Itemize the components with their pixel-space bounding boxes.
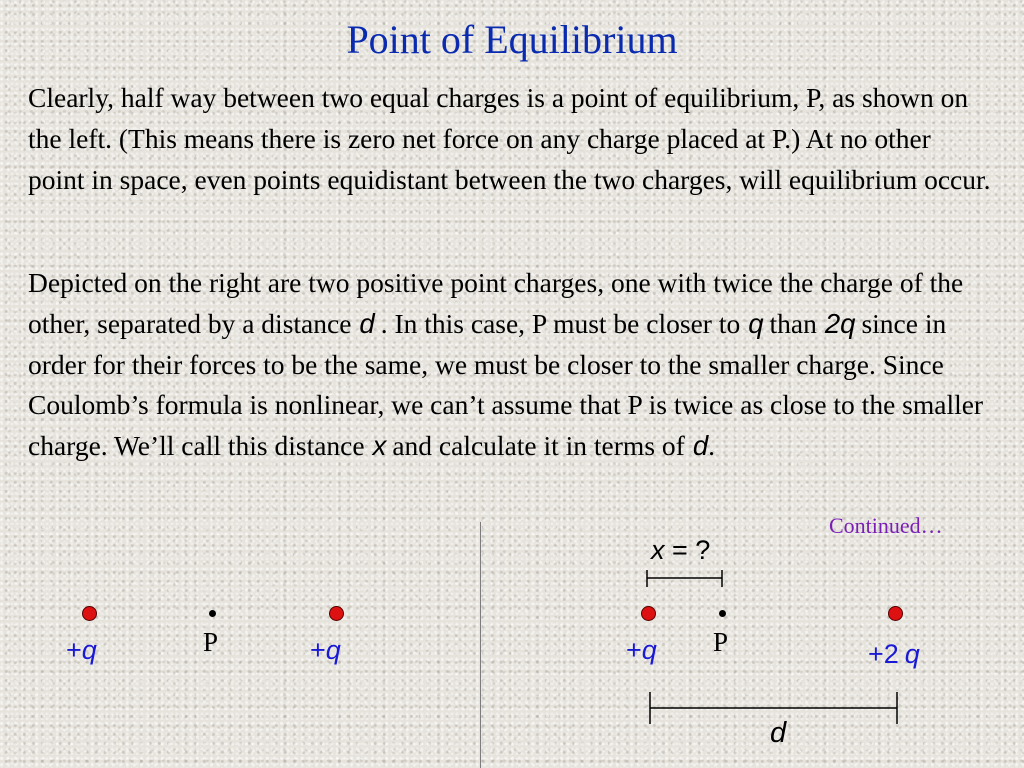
paragraph-2-text-3: than bbox=[769, 307, 817, 339]
paragraph-2-text-2: . In this case, P must be closer to bbox=[380, 307, 741, 339]
paragraph-2-text-6: . bbox=[708, 430, 715, 462]
slide-title: Point of Equilibrium bbox=[346, 17, 678, 62]
right-charge-q bbox=[641, 606, 656, 621]
paragraph-2-text-4: since in order for their forces to be the same, we must be closer to the smaller charge. Since Coulomb’s formula is nonlinear, we can’t assume that P is twice as close to the smaller charge. We’ll call this distance bbox=[28, 307, 984, 462]
var-q: q bbox=[748, 307, 764, 339]
paragraph-2-text-1: Depicted on the right are two positive point charges, one with twice the charge of the other, separated by a distance bbox=[28, 267, 964, 339]
var-d: d bbox=[359, 307, 375, 339]
left-charge-2-label: +q bbox=[310, 635, 341, 665]
d-distance-label: d bbox=[770, 717, 787, 749]
var-2q: 2q bbox=[824, 307, 856, 339]
x-bracket bbox=[647, 570, 722, 587]
right-charge-2q bbox=[888, 606, 903, 621]
left-charge-1-label: +q bbox=[66, 635, 97, 665]
right-charge-q-label: +q bbox=[626, 635, 657, 665]
right-point-p-label: P bbox=[713, 627, 729, 657]
paragraph-1: Clearly, half way between two equal charges is a point of equilibrium, P, as shown on the left. (This means there is zero net force on any charge placed at P.) At no other point in space, even points equidistant between the two charges, will equilibrium occur. bbox=[28, 82, 991, 195]
right-point-p-dot bbox=[719, 610, 726, 617]
var-d-2: d bbox=[692, 430, 709, 462]
paragraph-2-text-5: and calculate it in terms of bbox=[392, 430, 685, 462]
var-x: x bbox=[372, 430, 387, 462]
continued-link[interactable]: Continued… bbox=[829, 513, 943, 538]
left-point-p-label: P bbox=[203, 627, 219, 657]
x-distance-label: x = ? bbox=[651, 535, 711, 565]
right-charge-2q-label: +2 q bbox=[868, 639, 920, 669]
